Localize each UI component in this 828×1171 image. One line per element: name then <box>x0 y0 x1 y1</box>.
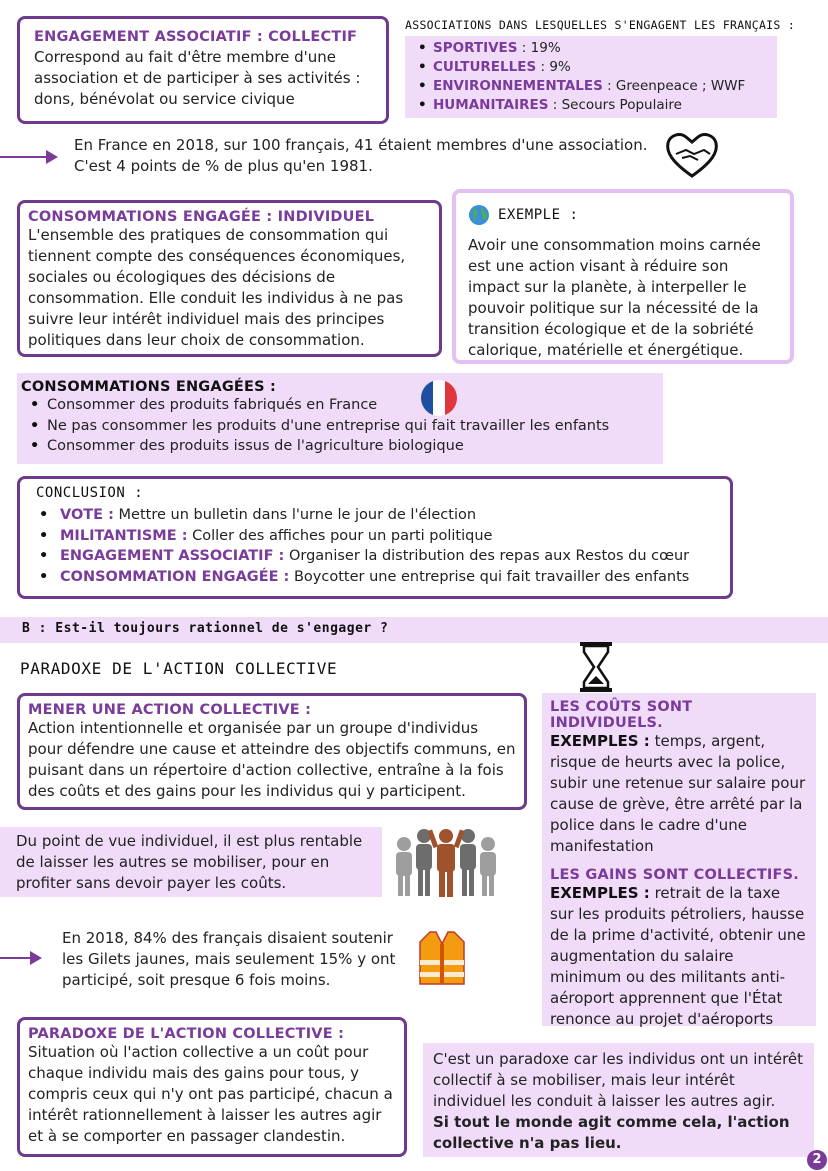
list-item: • HUMANITAIRES : Secours Populaire <box>409 96 773 115</box>
paradoxe-def-text: Situation où l'action collective a un coût pour chaque individu mais des gains pour tous, y compris ceux qui n'y ont pas participé, chacun a intérêt rationnellement à laisser les autres agir et à se comporter en passager clandestin. <box>28 1043 393 1145</box>
exemple-box <box>452 189 794 364</box>
consommations-list <box>21 395 659 457</box>
gains-label: EXEMPLES : <box>550 884 650 902</box>
gains-text <box>550 883 808 1030</box>
conclusion-header <box>36 485 720 501</box>
list-item: • SPORTIVES : 19% <box>409 39 773 58</box>
list-item: • Consommer des produits issus de l'agriculture biologique <box>21 436 659 457</box>
list-item: • Ne pas consommer les produits d'une entreprise qui fait travailler les enfants <box>21 416 659 437</box>
safety-vest-icon <box>416 930 468 986</box>
exemple-header <box>468 203 778 227</box>
list-item: • Consommer des produits fabriqués en France <box>21 395 659 416</box>
list-item: • CULTURELLES : 9% <box>409 58 773 77</box>
list-item: • MILITANTISME : Coller des affiches pour un parti politique <box>30 526 720 547</box>
paradoxe-def-title: PARADOXE DE L'ACTION COLLECTIVE : <box>28 1026 345 1042</box>
conclusion-colon: : <box>125 485 144 501</box>
globe-icon <box>468 204 490 226</box>
consommation-engagee-text: L'ensemble des pratiques de consommation qui tiennent compte des conséquences économiques, sociales ou écologiques des décisions de consommation. Elle conduit les individus à ne pas suivre leur intérêt individuel mais des principes politiques dans leur choix de consommation. <box>28 226 406 349</box>
couts-title: LES COÛTS SONT INDIVIDUELS. <box>550 699 693 731</box>
engagement-associatif-text: Correspond au fait d'être membre d'une association et de participer à ses activités : dons, bénévolat ou service civique <box>34 48 361 108</box>
gains-title: LES GAINS SONT COLLECTIFS. <box>550 867 799 883</box>
paradoxe-conclusion-box <box>423 1043 814 1157</box>
list-item: • ENVIRONNEMENTALES : Greenpeace ; WWF <box>409 77 773 96</box>
paradoxe-heading: PARADOXE DE L'ACTION COLLECTIVE <box>20 659 338 678</box>
arrow-icon <box>0 156 56 158</box>
arrow-icon <box>0 957 40 959</box>
stat-2018 <box>74 135 674 177</box>
couts-gains-panel <box>542 693 816 1026</box>
french-flag-icon <box>421 380 457 416</box>
list-item: • ENGAGEMENT ASSOCIATIF : Organiser la distribution des repas aux Restos du cœur <box>30 546 720 567</box>
consommations-list-box <box>17 373 663 464</box>
list-item: • VOTE : Mettre un bulletin dans l'urne le jour de l'élection <box>30 505 720 526</box>
point-de-vue-box <box>0 827 382 897</box>
mener-action-title: MENER UNE ACTION COLLECTIVE : <box>28 702 312 718</box>
conclusion-title: CONCLUSION <box>36 485 126 501</box>
gilets-text: En 2018, 84% des français disaient soutenir les Gilets jaunes, mais seulement 15% y ont participé, soit presque 6 fois moins. <box>62 929 396 989</box>
list-item: • CONSOMMATION ENGAGÉE : Boycotter une entreprise qui fait travailler des enfants <box>30 567 720 588</box>
section-b-banner <box>0 617 828 643</box>
stat-2018-line1: En France en 2018, sur 100 français, 41 étaient membres d'une association. <box>74 136 648 154</box>
mener-action-text: Action intentionnelle et organisée par un groupe d'individus pour défendre une cause et atteindre des objectifs communs, en puisant dans un répertoire d'action collective, entraîne à la fois des coûts et des gains pour les individus qui y participent. <box>28 719 516 800</box>
associations-header: ASSOCIATIONS DANS LESQUELLES S'ENGAGENT LES FRANÇAIS : <box>405 18 796 32</box>
mener-action-box <box>17 693 527 810</box>
conclusion-box <box>17 476 733 599</box>
conclusion-list <box>30 505 720 587</box>
paradoxe-conclusion-text: C'est un paradoxe car les individus ont un intérêt collectif à se mobiliser, mais leur intérêt individuel les conduit à laisser les autres agir. <box>433 1050 804 1110</box>
stat-2018-line2: C'est 4 points de % de plus qu'en 1981. <box>74 157 373 175</box>
associations-list <box>409 39 773 115</box>
paradoxe-def-box <box>17 1017 407 1157</box>
heart-handshake-icon <box>664 130 720 180</box>
exemple-text: Avoir une consommation moins carnée est une action visant à réduire son impact sur la planète, à interpeller le pouvoir politique sur la nécessité de la transition écologique et de la sobriété calorique, matérielle et énergétique. <box>468 236 761 359</box>
gains-body: retrait de la taxe sur les produits pétroliers, hausse de la prime d'activité, obtenir une augmentation du salaire minimum ou des militants anti-aéroport apprennent que l'État renonce au projet d'aéroports <box>550 884 806 1028</box>
paradoxe-conclusion-bold: Si tout le monde agit comme cela, l'action collective n'a pas lieu. <box>433 1113 790 1152</box>
exemple-colon: : <box>560 207 579 223</box>
consommations-list-title: CONSOMMATIONS ENGAGÉES : <box>21 379 277 395</box>
point-de-vue-text: Du point de vue individuel, il est plus rentable de laisser les autres se mobiliser, pour en profiter sans devoir payer les coûts. <box>16 832 363 892</box>
consommation-engagee-title: CONSOMMATIONS ENGAGÉE : INDIVIDUEL <box>28 209 375 225</box>
engagement-associatif-box <box>17 16 389 124</box>
associations-list-bg <box>405 36 777 118</box>
couts-body: temps, argent, risque de heurts avec la police, subir une retenue sur salaire pour cause de grève, être arrêté par la police dans le cadre d'une manifestation <box>550 732 806 855</box>
page-number: 2 <box>812 1152 822 1167</box>
crowd-icon <box>390 826 502 898</box>
couts-text <box>550 731 808 857</box>
page-number-badge <box>807 1150 827 1170</box>
section-b-title: B : Est-il toujours rationnel de s'engager ? <box>22 621 389 636</box>
exemple-label: EXEMPLE <box>498 207 561 223</box>
hourglass-icon <box>578 640 614 694</box>
couts-label: EXEMPLES : <box>550 732 650 750</box>
associations-panel <box>405 18 815 124</box>
engagement-associatif-title: ENGAGEMENT ASSOCIATIF : COLLECTIF <box>34 29 358 45</box>
consommation-engagee-box <box>17 200 442 357</box>
